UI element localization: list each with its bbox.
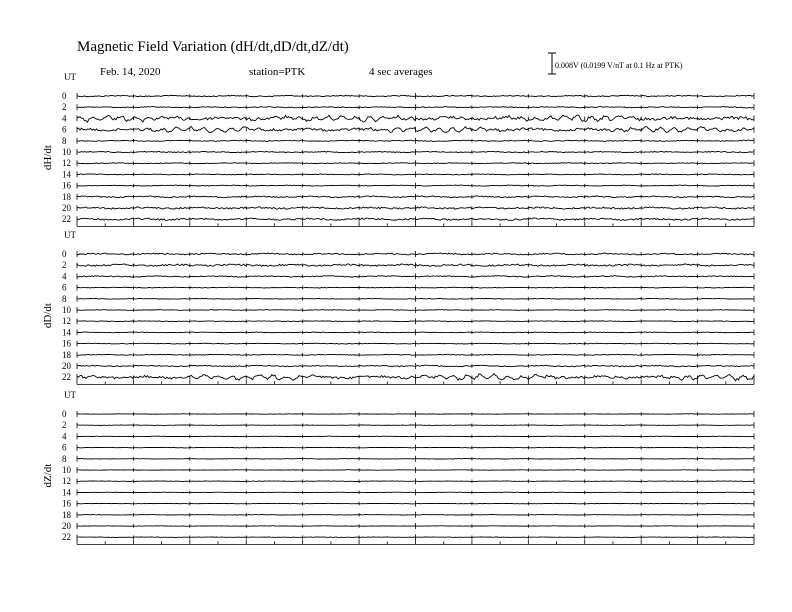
row-label: 0 [62,249,67,259]
ut-axis-label: UT [64,390,76,400]
row-label: 14 [62,487,71,498]
row-label: 10 [62,305,71,315]
row-label: 16 [62,338,71,349]
row-label: 20 [62,203,71,213]
row-label: 18 [62,191,71,202]
dz-panel [42,390,754,544]
panel-ylabel: dZ/dt [42,463,54,488]
row-label: 6 [62,124,67,135]
row-label: 20 [62,361,71,371]
row-label: 8 [62,135,67,146]
row-label: 2 [62,102,67,113]
row-label: 0 [62,91,67,101]
row-label: 14 [62,169,71,180]
station-label: station=PTK [249,66,306,78]
row-label: 12 [62,316,71,327]
row-label: 4 [62,431,67,442]
row-label: 12 [62,158,71,169]
row-label: 16 [62,180,71,191]
row-label: 10 [62,465,71,475]
row-label: 8 [62,293,67,304]
ut-axis-label: UT [64,72,76,82]
row-label: 16 [62,498,71,509]
row-label: 22 [62,372,71,383]
dh-panel [42,72,754,226]
chart-title: Magnetic Field Variation (dH/dt,dD/dt,dZ/dt) [77,39,349,55]
row-label: 12 [62,476,71,487]
row-label: 2 [62,260,67,271]
dd-panel [42,230,754,384]
row-label: 6 [62,282,67,293]
averaging-label: 4 sec averages [369,66,433,78]
panel-ylabel: dD/dt [42,303,54,329]
scale-bar-label: 0.008V (0.0199 V/nT at 0.1 Hz at PTK) [555,61,683,70]
row-label: 0 [62,409,67,419]
scale-bar [548,53,556,74]
row-label: 8 [62,453,67,464]
panel-ylabel: dH/dt [42,145,54,171]
row-label: 20 [62,521,71,531]
date-label: Feb. 14, 2020 [100,66,161,78]
row-label: 18 [62,509,71,520]
row-label: 10 [62,147,71,157]
row-label: 4 [62,113,67,124]
row-label: 22 [62,214,71,225]
ut-axis-label: UT [64,230,76,240]
row-label: 22 [62,532,71,543]
row-label: 6 [62,442,67,453]
row-label: 14 [62,327,71,338]
row-label: 4 [62,271,67,282]
row-label: 2 [62,420,67,431]
row-label: 18 [62,349,71,360]
